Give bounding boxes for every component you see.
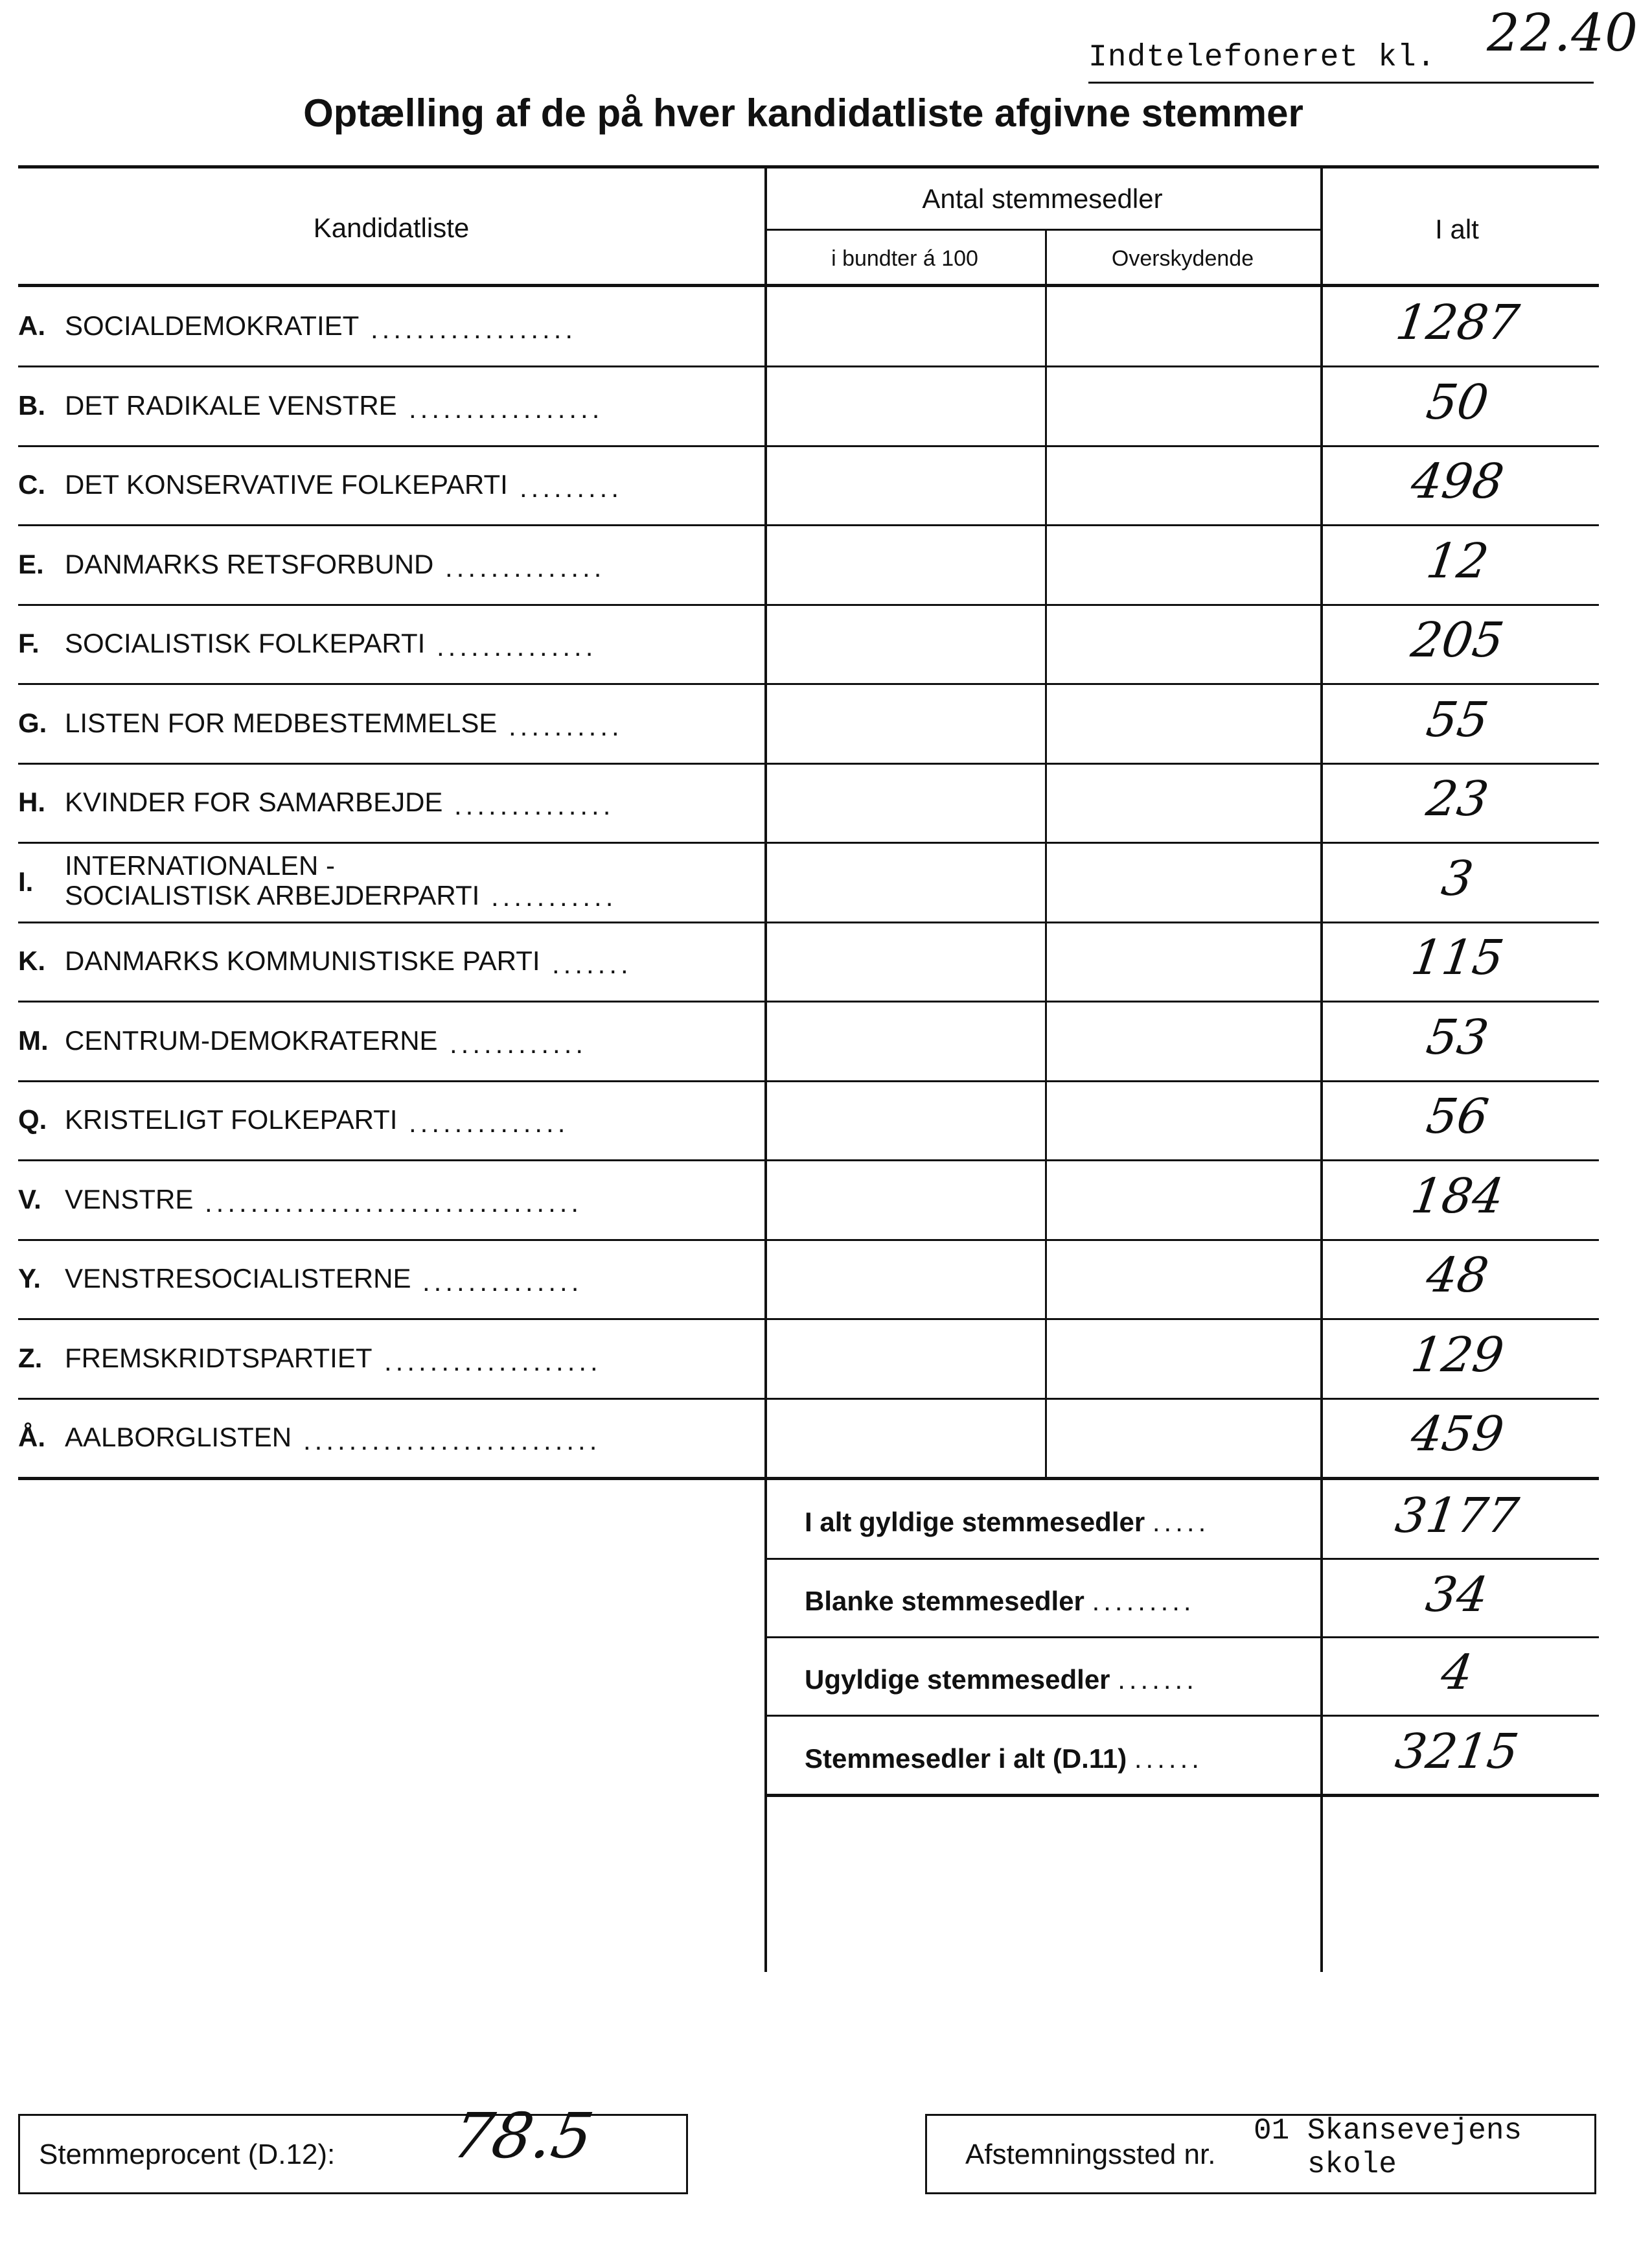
leader-dots: ..............: [437, 631, 597, 662]
table-row: [0, 287, 1594, 365]
list-letter: C.: [18, 469, 45, 500]
list-total: 498: [1408, 454, 1508, 509]
table-row: [0, 684, 1594, 762]
list-total: 50: [1423, 375, 1492, 430]
header-kandidatliste: Kandidatliste: [313, 213, 470, 243]
row-rule: [18, 1477, 1599, 1480]
leader-dots: ..........................: [303, 1425, 601, 1455]
header-bundter: i bundter á 100: [831, 246, 978, 271]
total-ballots-value: 3215: [1392, 1724, 1522, 1780]
table-row: [0, 526, 1594, 603]
table-row: [0, 605, 1594, 682]
total-ballots-label: Stemmesedler i alt (D.11) ......: [805, 1743, 1203, 1774]
list-total: 48: [1423, 1247, 1492, 1303]
list-letter: Q.: [18, 1104, 47, 1135]
list-name: INTERNATIONALEN - SOCIALISTISK ARBEJDERPARTI: [65, 850, 480, 910]
list-total: 115: [1408, 930, 1508, 986]
turnout-label: Stemmeprocent (D.12):: [39, 2139, 336, 2170]
leader-dots: .........: [520, 472, 623, 503]
list-letter: Å.: [18, 1422, 45, 1452]
leader-dots: ..............: [409, 1107, 569, 1138]
list-letter: G.: [18, 708, 47, 738]
list-letter: A.: [18, 310, 45, 341]
list-letter: I.: [18, 866, 34, 897]
leader-dots: ............: [450, 1028, 588, 1059]
table-row: [0, 1240, 1594, 1317]
summary-rule-bottom: [764, 1794, 1599, 1797]
telephoned-time: 22.40: [1487, 3, 1639, 63]
list-total: 205: [1408, 612, 1508, 668]
table-row: [0, 1161, 1594, 1238]
list-name: DANMARKS RETSFORBUND: [65, 549, 434, 579]
summary-rule-1: [764, 1558, 1599, 1560]
table-row: [0, 763, 1594, 841]
list-letter: B.: [18, 390, 45, 421]
leader-dots: ..............: [445, 552, 606, 583]
blank-votes-value: 34: [1422, 1567, 1492, 1623]
valid-votes-value: 3177: [1392, 1488, 1522, 1544]
list-name: DET KONSERVATIVE FOLKEPARTI: [65, 469, 508, 500]
list-total: 23: [1423, 771, 1492, 827]
list-letter: F.: [18, 628, 40, 658]
invalid-votes-label: Ugyldige stemmesedler .......: [805, 1664, 1198, 1695]
table-row: [0, 1081, 1594, 1159]
table-row: [0, 1398, 1594, 1476]
turnout-value: 78.5: [447, 2100, 599, 2172]
leader-dots: ..............: [454, 790, 615, 820]
header-i-alt: I alt: [1435, 214, 1479, 244]
telephoned-label: Indtelefoneret kl.: [1088, 40, 1436, 75]
leader-dots: .................: [409, 393, 604, 424]
leader-dots: ..............: [422, 1266, 583, 1297]
list-name: SOCIALDEMOKRATIET: [65, 310, 360, 341]
list-name: KVINDER FOR SAMARBEJDE: [65, 787, 443, 817]
list-name: DET RADIKALE VENSTRE: [65, 390, 397, 421]
list-letter: K.: [18, 945, 45, 976]
list-name: VENSTRESOCIALISTERNE: [65, 1263, 411, 1293]
list-total: 1287: [1392, 295, 1522, 351]
polling-station-value: 01 Skansevejens skole: [1254, 2114, 1522, 2181]
leader-dots: ...................: [384, 1346, 602, 1376]
leader-dots: .................................: [205, 1187, 583, 1218]
list-total: 53: [1423, 1010, 1492, 1065]
polling-station-label: Afstemningssted nr.: [965, 2139, 1216, 2170]
table-row: [0, 1319, 1594, 1397]
invalid-votes-value: 4: [1438, 1645, 1476, 1700]
list-name: FREMSKRIDTSPARTIET: [65, 1343, 373, 1373]
table-row: [0, 922, 1594, 1000]
telephoned-line: [1088, 3, 1639, 75]
summary-rule-2: [764, 1636, 1599, 1638]
leader-dots: ..........: [509, 711, 623, 741]
list-letter: E.: [18, 549, 44, 579]
list-name: SOCIALISTISK FOLKEPARTI: [65, 628, 426, 658]
list-name: CENTRUM-DEMOKRATERNE: [65, 1025, 438, 1056]
list-letter: H.: [18, 787, 45, 817]
list-name: AALBORGLISTEN: [65, 1422, 292, 1452]
list-name: LISTEN FOR MEDBESTEMMELSE: [65, 708, 498, 738]
table-row: [0, 367, 1594, 445]
list-name: KRISTELIGT FOLKEPARTI: [65, 1104, 398, 1135]
list-name: DANMARKS KOMMUNISTISKE PARTI: [65, 945, 540, 976]
list-letter: Z.: [18, 1343, 43, 1373]
table-row: [0, 446, 1594, 524]
list-total: 184: [1408, 1168, 1508, 1224]
valid-votes-label: I alt gyldige stemmesedler .....: [805, 1507, 1210, 1537]
list-letter: Y.: [18, 1263, 41, 1293]
leader-dots: ...........: [491, 881, 617, 912]
list-letter: M.: [18, 1025, 49, 1056]
list-total: 12: [1423, 533, 1492, 589]
list-total: 56: [1423, 1089, 1492, 1144]
blank-votes-label: Blanke stemmesedler .........: [805, 1586, 1195, 1616]
leader-dots: ..................: [371, 314, 577, 344]
page-title: Optælling af de på hver kandidatliste afgivne stemmer: [303, 91, 1303, 135]
list-total: 3: [1438, 851, 1477, 907]
telephoned-underline: [1088, 82, 1594, 84]
header-overskydende: Overskydende: [1111, 246, 1254, 271]
header-mid-rule: [764, 229, 1320, 231]
list-letter: V.: [18, 1184, 41, 1214]
list-total: 55: [1423, 692, 1492, 748]
leader-dots: .......: [552, 949, 632, 979]
table-row: [0, 1002, 1594, 1080]
list-total: 459: [1408, 1406, 1508, 1462]
table-row: [0, 843, 1594, 921]
table-top-rule: [18, 165, 1599, 168]
list-name: VENSTRE: [65, 1184, 194, 1214]
summary-rule-3: [764, 1715, 1599, 1717]
list-total: 129: [1408, 1327, 1508, 1383]
header-antal: Antal stemmesedler: [922, 183, 1163, 214]
